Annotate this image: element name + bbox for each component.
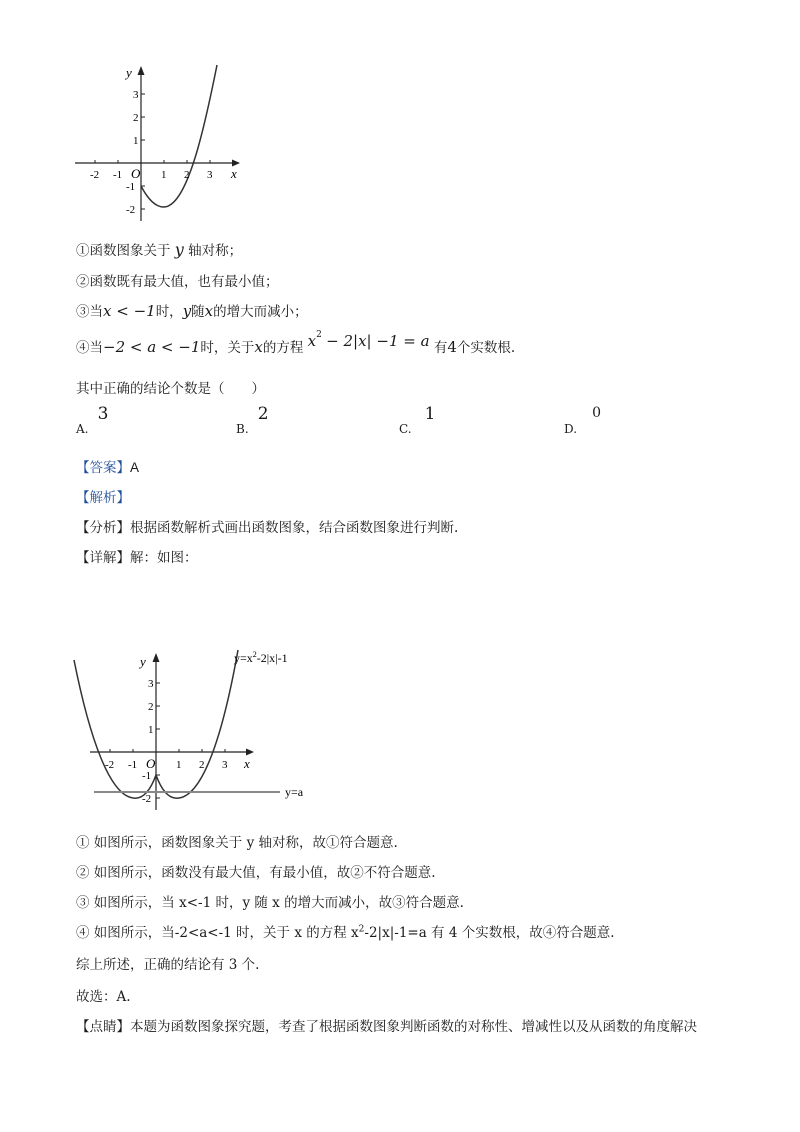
x-tick-label: 2	[199, 759, 205, 771]
y-tick-label: -2	[142, 793, 152, 805]
y-tick-label: 1	[148, 724, 154, 736]
option-d: $_{D.}$ 0	[564, 405, 602, 436]
answer-label: 【答案】	[76, 460, 130, 476]
origin-label: O	[146, 756, 156, 771]
dianjing-line: 【点睛】本题为函数图象探究题，考查了根据函数图象判断函数的对称性、增减性以及从函数的角度解决	[76, 1019, 697, 1035]
y-tick-label: -1	[126, 181, 136, 193]
answer-value: A	[130, 460, 140, 475]
y-axis-label: y	[140, 654, 146, 669]
graph-2	[60, 640, 330, 820]
answer-line	[76, 456, 139, 476]
x-axis-arrow	[246, 749, 254, 756]
y-tick-label: 3	[133, 89, 139, 101]
y-tick-label: -1	[142, 770, 152, 782]
option-c: $_{C.}$ 1	[399, 404, 436, 436]
x-tick-label: -2	[90, 169, 100, 181]
question-text: 其中正确的结论个数是（ ）	[76, 381, 265, 397]
graph-1	[60, 55, 260, 230]
solution-2: ② 如图所示，函数没有最大值，有最小值，故②不符合题意.	[76, 865, 436, 881]
x-tick-label: -1	[128, 759, 138, 771]
x-tick-label: 3	[207, 169, 213, 181]
solution-1: ① 如图所示，函数图象关于 y 轴对称，故①符合题意.	[76, 835, 398, 851]
analysis-label: 【解析】	[76, 490, 130, 506]
y-tick-label: -2	[126, 204, 136, 216]
y-axis-arrow	[153, 653, 160, 662]
x-tick-label: 3	[222, 759, 228, 771]
statement-2: ②函数既有最大值，也有最小值；	[76, 274, 279, 290]
x-tick-label: -1	[113, 169, 123, 181]
origin-label: O	[131, 166, 141, 181]
y-tick-label: 2	[133, 112, 139, 124]
option-a: $_{A.}$ 3	[76, 404, 109, 436]
xiangjie-line: 【详解】解：如图：	[76, 550, 198, 566]
x-axis-label: x	[231, 166, 237, 181]
x-tick-label: -2	[105, 759, 115, 771]
y-tick-label: 1	[133, 135, 139, 147]
statement-4: ④当−2 < a < −1时，关于x的方程 $x^2 - 2|x| -1 = a$ 有4个实数根.	[76, 329, 516, 356]
x-axis-label: x	[244, 756, 250, 771]
y-axis-arrow	[138, 66, 145, 75]
choice-line: 故选：A.	[76, 989, 131, 1005]
y-tick-label: 3	[148, 678, 154, 690]
fenxi-line: 【分析】根据函数解析式画出函数图象，结合函数图象进行判断.	[76, 520, 459, 536]
solution-4: ④ 如图所示，当-2<a<-1 时，关于 x 的方程 $x^2-2|x|-1=a$ 有 4 个实数根，故④符合题意.	[76, 924, 615, 941]
x-tick-label: 1	[176, 759, 182, 771]
y-axis-label: y	[126, 65, 132, 80]
function-curve	[141, 65, 217, 207]
solution-3: ③ 如图所示，当 x<-1 时，y 随 x 的增大而减小，故③符合题意.	[76, 895, 464, 911]
y-tick-label: 2	[148, 701, 154, 713]
summary-line: 综上所述，正确的结论有 3 个.	[76, 957, 260, 973]
x-tick-label: 2	[184, 169, 190, 181]
line-label: y=a	[285, 785, 304, 799]
option-b: $_{B.}$ 2	[236, 404, 269, 436]
statement-3: ③当x < −1时，y随x的增大而减小；	[76, 302, 308, 320]
curve-label: $y=x^2-2|x|-1$	[234, 650, 288, 665]
statement-1: ①函数图象关于 y 轴对称；	[76, 240, 243, 259]
x-tick-label: 1	[161, 169, 167, 181]
